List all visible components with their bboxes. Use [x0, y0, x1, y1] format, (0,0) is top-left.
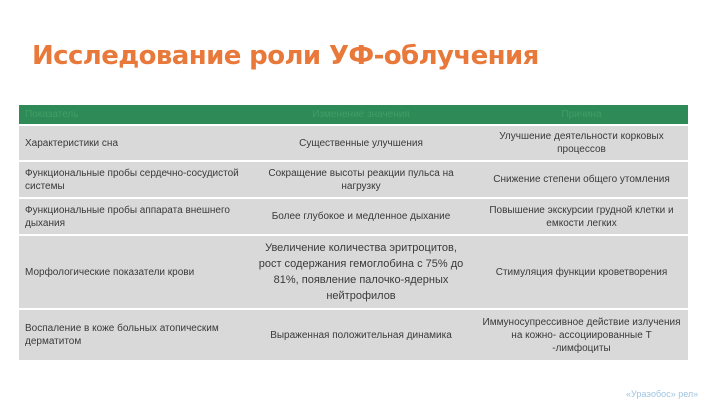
header-reason: Причина: [475, 105, 688, 124]
table-cell: Более глубокое и медленное дыхание: [247, 199, 475, 234]
table-cell: Увеличение количества эритроцитов, рост содержания гемоглобина с 75% до 81%, появление палочко-ядерных нейтрофилов: [247, 236, 475, 308]
table-cell: Функциональные пробы аппарата внешнего дыхания: [19, 199, 247, 234]
table-row: [19, 310, 688, 360]
table-cell: Воспаление в коже больных атопическим дерматитом: [19, 310, 247, 360]
footer-text: «Ураэобос» рел»: [626, 389, 699, 399]
header-change: Изменение значения: [247, 105, 475, 124]
table-row: [19, 199, 688, 234]
table-cell: Морфологические показатели крови: [19, 236, 247, 308]
table-cell: Выраженная положительная динамика: [247, 310, 475, 360]
table-cell: Улучшение деятельности корковых процессов: [475, 126, 688, 160]
table-cell: Сокращение высоты реакции пульса на нагрузку: [247, 162, 475, 197]
table-cell: Стимуляция функции кроветворения: [475, 236, 688, 308]
table-row: [19, 236, 688, 308]
table-row: [19, 162, 688, 197]
table-cell: Повышение экскурсии грудной клетки и емкости легких: [475, 199, 688, 234]
table-cell: Функциональные пробы сердечно-сосудистой системы: [19, 162, 247, 197]
table-header-row: [19, 105, 688, 124]
table-cell: Существенные улучшения: [247, 126, 475, 160]
table-cell: Иммуносупрессивное действие излучения на кожно- ассоциированные Т -лимфоциты: [475, 310, 688, 360]
table-cell: Снижение степени общего утомления: [475, 162, 688, 197]
table-row: [19, 126, 688, 160]
table-cell: Характеристики сна: [19, 126, 247, 160]
slide-title: Исследование роли УФ-облучения: [32, 41, 539, 71]
research-table: [19, 103, 688, 362]
header-indicator: Показатель: [19, 105, 247, 124]
